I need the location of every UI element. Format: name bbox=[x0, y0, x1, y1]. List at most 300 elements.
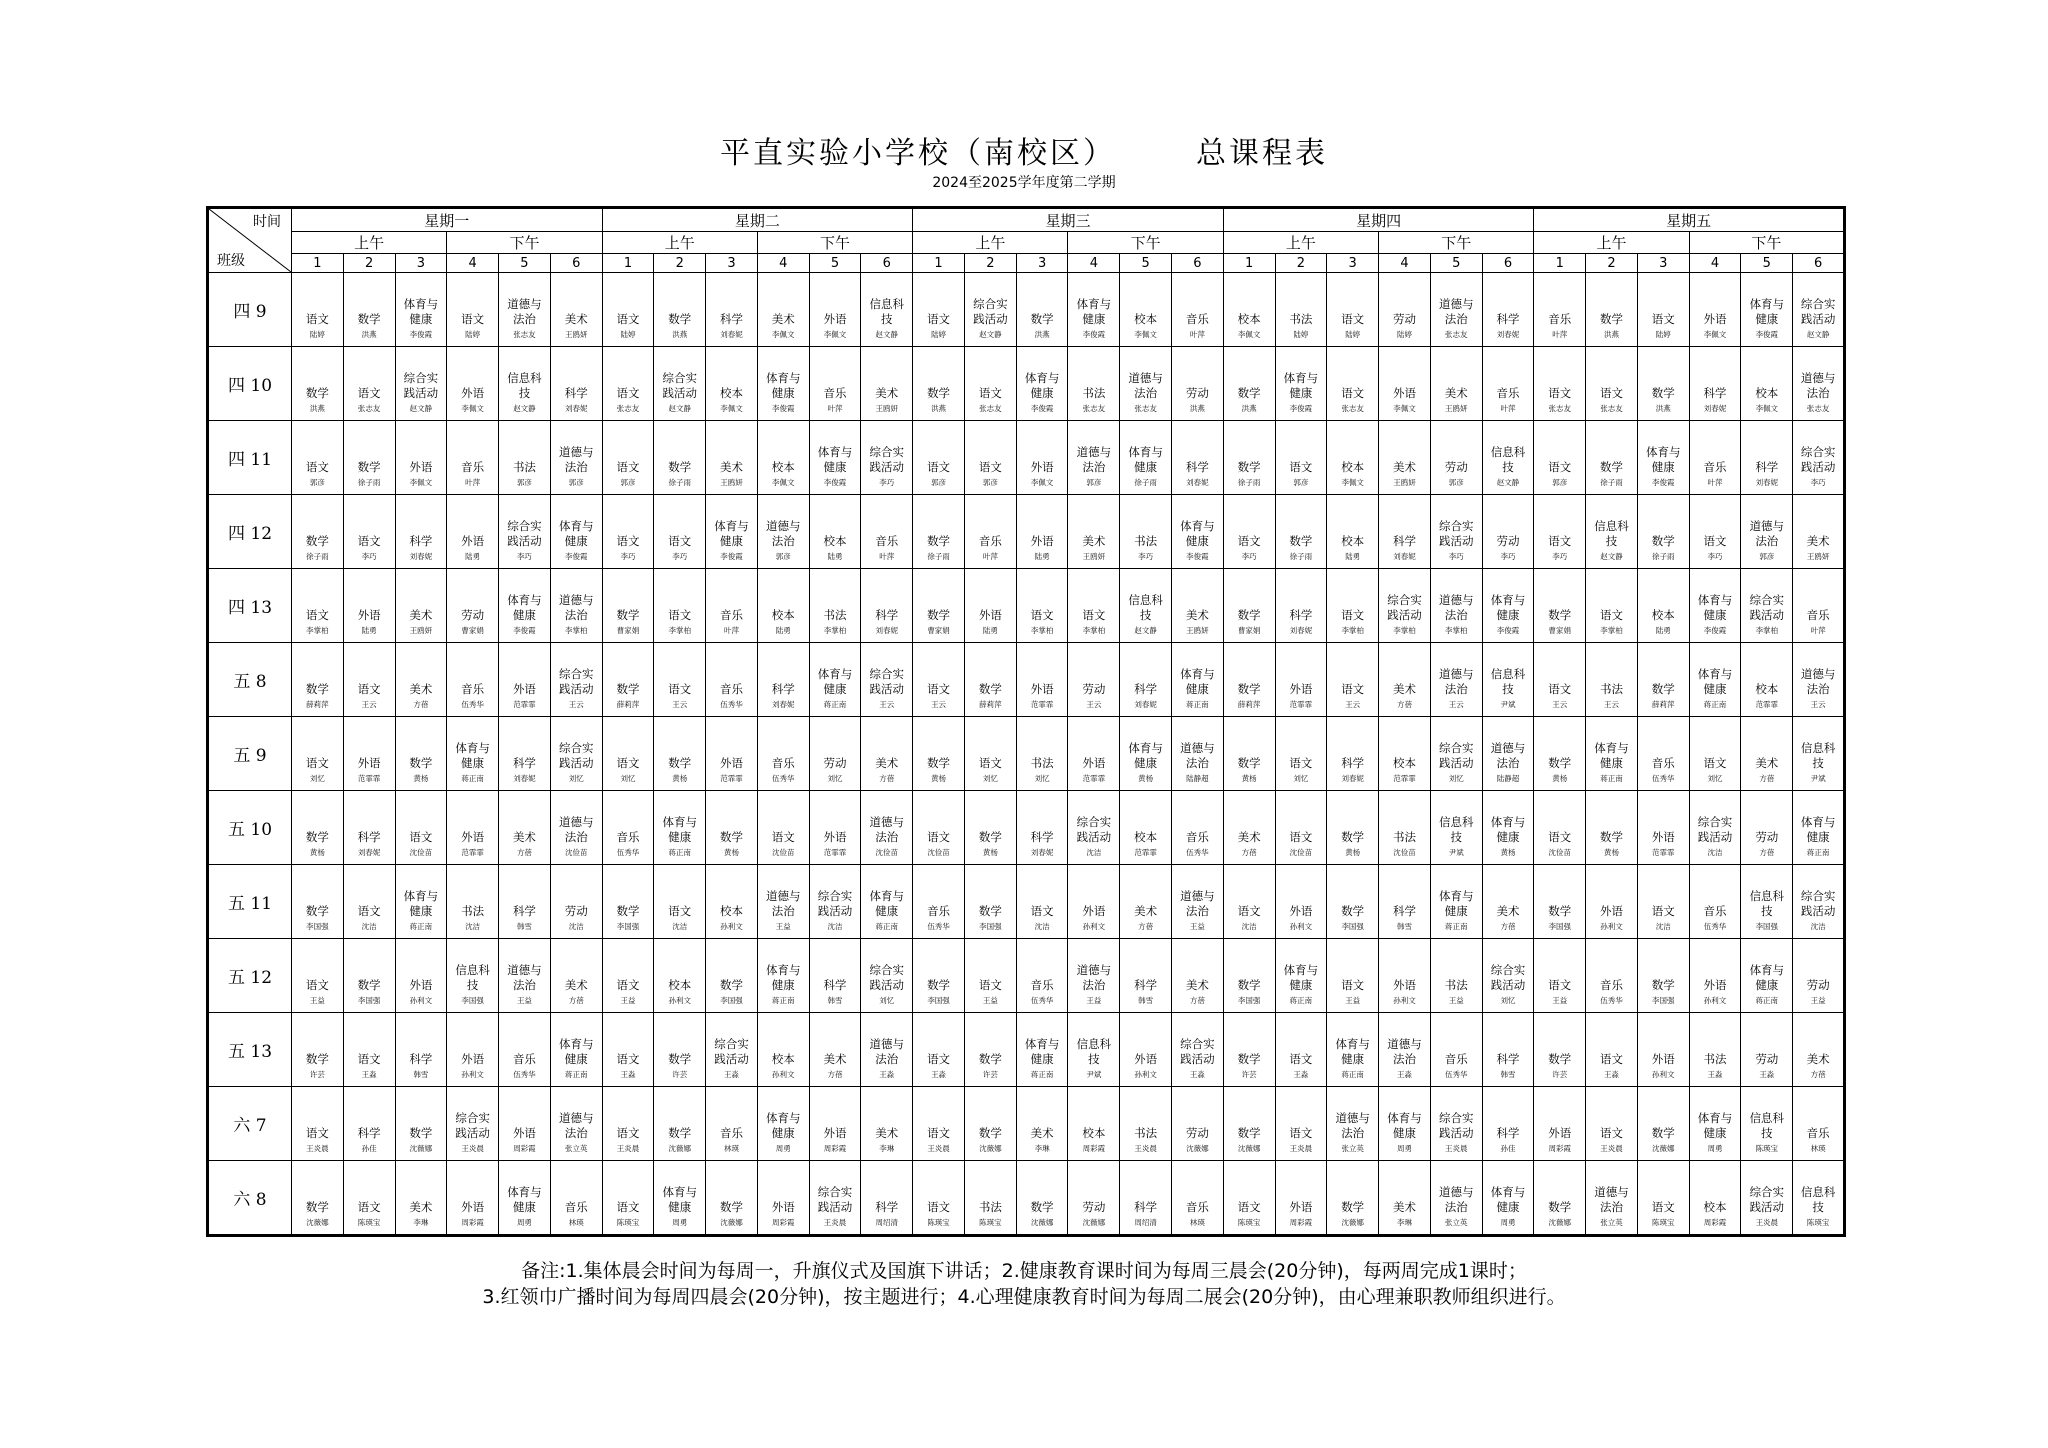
subject: 美术 bbox=[409, 681, 433, 696]
subject: 音乐 bbox=[875, 533, 899, 548]
lesson-cell bbox=[1120, 273, 1172, 347]
teacher: 王炎晨 bbox=[1289, 1144, 1313, 1153]
period-number: 3 bbox=[1016, 254, 1068, 273]
day-header: 星期四 bbox=[1223, 208, 1534, 232]
subject: 数学 bbox=[305, 1199, 329, 1214]
subject: 语文 bbox=[927, 681, 951, 696]
lesson-cell bbox=[1689, 939, 1741, 1013]
teacher: 黄杨 bbox=[413, 774, 429, 783]
lesson-cell bbox=[1689, 1013, 1741, 1087]
subject: 综合实践活动 bbox=[403, 371, 439, 400]
lesson-cell bbox=[1016, 421, 1068, 495]
period-number: 5 bbox=[809, 254, 861, 273]
lesson-cell bbox=[550, 569, 602, 643]
lesson-cell bbox=[1120, 643, 1172, 717]
lesson-cell bbox=[499, 717, 551, 791]
period-number: 3 bbox=[706, 254, 758, 273]
lesson-cell bbox=[757, 421, 809, 495]
teacher: 郭彦 bbox=[516, 478, 532, 487]
teacher: 沈薇娜 bbox=[1341, 1218, 1364, 1227]
subject: 科学 bbox=[1134, 977, 1158, 992]
subject: 道德与法治 bbox=[558, 1111, 594, 1140]
subject: 体育与健康 bbox=[558, 1037, 594, 1066]
subject: 劳动 bbox=[1185, 1125, 1209, 1140]
subject: 道德与法治 bbox=[1076, 963, 1112, 992]
subject: 劳动 bbox=[823, 755, 847, 770]
lesson-cell bbox=[1275, 791, 1327, 865]
teacher: 李巧 bbox=[672, 552, 688, 561]
teacher: 李俊霞 bbox=[409, 330, 433, 339]
teacher: 王炎晨 bbox=[461, 1144, 484, 1153]
subject: 体育与健康 bbox=[869, 889, 905, 918]
lesson-cell bbox=[861, 273, 913, 347]
subject: 体育与健康 bbox=[1749, 297, 1785, 326]
lesson-cell bbox=[1275, 273, 1327, 347]
teacher: 沈俭苗 bbox=[564, 848, 588, 857]
teacher: 王云 bbox=[568, 700, 584, 709]
teacher: 李国强 bbox=[1341, 922, 1364, 931]
teacher: 李国强 bbox=[927, 996, 950, 1005]
subject: 美术 bbox=[1237, 829, 1261, 844]
teacher: 王鸥妍 bbox=[564, 330, 588, 339]
lesson-cell bbox=[395, 643, 447, 717]
teacher: 李佩文 bbox=[1703, 330, 1727, 339]
lesson-cell bbox=[1741, 865, 1793, 939]
teacher: 刘忆 bbox=[620, 774, 636, 783]
subject: 科学 bbox=[1134, 681, 1158, 696]
subject: 数学 bbox=[1600, 311, 1624, 326]
teacher: 刘春妮 bbox=[1289, 626, 1313, 635]
subject: 音乐 bbox=[771, 755, 795, 770]
teacher: 沈薇娜 bbox=[668, 1144, 691, 1153]
teacher: 李俊霞 bbox=[513, 626, 536, 635]
subject: 书法 bbox=[823, 607, 847, 622]
teacher: 刘春妮 bbox=[564, 404, 588, 413]
lesson-cell bbox=[1016, 643, 1068, 717]
teacher: 李佩文 bbox=[1030, 478, 1054, 487]
teacher: 李巧 bbox=[1810, 478, 1826, 487]
subject: 数学 bbox=[668, 459, 692, 474]
teacher: 王淼 bbox=[1759, 1070, 1775, 1079]
teacher: 孙利文 bbox=[1134, 1070, 1157, 1079]
teacher: 王淼 bbox=[879, 1070, 895, 1079]
teacher: 刘春妮 bbox=[1755, 478, 1779, 487]
subject: 语文 bbox=[1082, 607, 1106, 622]
lesson-cell bbox=[1172, 865, 1224, 939]
lesson-cell bbox=[292, 791, 344, 865]
subject: 书法 bbox=[978, 1199, 1002, 1214]
subject: 音乐 bbox=[1185, 311, 1209, 326]
subject: 体育与健康 bbox=[1594, 741, 1629, 770]
lesson-cell bbox=[809, 495, 861, 569]
teacher: 张志友 bbox=[979, 404, 1002, 413]
teacher: 李佩文 bbox=[1393, 404, 1416, 413]
subject: 外语 bbox=[461, 829, 485, 844]
subject: 书法 bbox=[1600, 681, 1624, 696]
lesson-cell bbox=[1534, 643, 1586, 717]
period-number: 1 bbox=[292, 254, 344, 273]
subject: 语文 bbox=[1600, 1051, 1624, 1066]
subject: 数学 bbox=[978, 1125, 1002, 1140]
class-row bbox=[208, 1087, 1845, 1161]
teacher: 尹斌 bbox=[1500, 700, 1516, 709]
teacher: 曹家娟 bbox=[616, 626, 640, 635]
teacher: 李俊霞 bbox=[823, 478, 847, 487]
subject: 数学 bbox=[1600, 459, 1624, 474]
lesson-cell bbox=[1120, 717, 1172, 791]
subject: 音乐 bbox=[823, 385, 847, 400]
teacher: 郭彦 bbox=[568, 478, 584, 487]
subject: 数学 bbox=[305, 1051, 329, 1066]
teacher: 洪燕 bbox=[1034, 330, 1050, 339]
teacher: 李巧 bbox=[1552, 552, 1568, 561]
subject: 语文 bbox=[1548, 681, 1572, 696]
teacher: 林瑛 bbox=[724, 1144, 739, 1153]
teacher: 孙利文 bbox=[720, 922, 743, 931]
lesson-cell bbox=[1120, 1161, 1172, 1236]
lesson-cell bbox=[1793, 791, 1845, 865]
lesson-cell bbox=[550, 273, 602, 347]
lesson-cell bbox=[292, 495, 344, 569]
teacher: 林瑛 bbox=[1189, 1218, 1205, 1227]
teacher: 尹斌 bbox=[1810, 774, 1826, 783]
teacher: 刘忆 bbox=[982, 774, 998, 783]
lesson-cell bbox=[757, 791, 809, 865]
subject: 综合实践活动 bbox=[507, 519, 542, 548]
subject: 科学 bbox=[409, 533, 433, 548]
subject: 体育与健康 bbox=[1800, 815, 1836, 844]
lesson-cell bbox=[1430, 421, 1482, 495]
period-number: 5 bbox=[1430, 254, 1482, 273]
subject: 音乐 bbox=[1600, 977, 1624, 992]
subject: 数学 bbox=[1030, 1199, 1054, 1214]
subject: 科学 bbox=[1392, 903, 1416, 918]
teacher: 刘春妮 bbox=[1134, 700, 1157, 709]
half-day-header: 下午 bbox=[447, 232, 602, 254]
lesson-cell bbox=[343, 421, 395, 495]
subject: 外语 bbox=[461, 1051, 485, 1066]
lesson-cell bbox=[499, 791, 551, 865]
teacher: 陆婷 bbox=[1345, 330, 1361, 339]
lesson-cell bbox=[654, 569, 706, 643]
subject: 道德与法治 bbox=[869, 815, 905, 844]
subject: 外语 bbox=[720, 755, 743, 770]
subject: 综合实践活动 bbox=[817, 1185, 853, 1214]
lesson-cell bbox=[913, 569, 965, 643]
lesson-cell bbox=[809, 791, 861, 865]
lesson-cell bbox=[654, 273, 706, 347]
lesson-cell bbox=[602, 495, 654, 569]
subject: 数学 bbox=[927, 533, 951, 548]
subject: 语文 bbox=[1548, 977, 1572, 992]
subject: 科学 bbox=[512, 755, 536, 770]
subject: 体育与健康 bbox=[1646, 445, 1681, 474]
teacher: 沈洁 bbox=[1707, 848, 1723, 857]
subject: 综合实践活动 bbox=[1387, 593, 1422, 622]
subject: 外语 bbox=[409, 459, 433, 474]
teacher: 刘忆 bbox=[1500, 996, 1516, 1005]
lesson-cell bbox=[1327, 1087, 1379, 1161]
lesson-cell bbox=[861, 865, 913, 939]
lesson-cell bbox=[654, 791, 706, 865]
subject: 科学 bbox=[823, 977, 847, 992]
subject: 书法 bbox=[512, 459, 536, 474]
teacher: 方蓓 bbox=[1138, 922, 1154, 931]
subject: 校本 bbox=[720, 385, 743, 400]
teacher: 许芸 bbox=[1241, 1070, 1257, 1079]
teacher: 赵文静 bbox=[409, 404, 433, 413]
subject: 语文 bbox=[357, 533, 381, 548]
subject: 体育与健康 bbox=[1697, 593, 1733, 622]
subject: 语文 bbox=[1237, 1199, 1261, 1214]
lesson-cell bbox=[809, 1161, 861, 1236]
lesson-cell bbox=[1689, 569, 1741, 643]
subject: 校本 bbox=[1237, 311, 1261, 326]
lesson-cell bbox=[292, 865, 344, 939]
teacher: 方蓓 bbox=[568, 996, 584, 1005]
subject: 外语 bbox=[1392, 977, 1416, 992]
teacher: 王淼 bbox=[724, 1070, 739, 1079]
lesson-cell bbox=[964, 569, 1016, 643]
subject: 语文 bbox=[1600, 607, 1624, 622]
teacher: 韩雪 bbox=[516, 922, 532, 931]
teacher: 李巧 bbox=[1448, 552, 1464, 561]
teacher: 洪燕 bbox=[1604, 330, 1620, 339]
subject: 体育与健康 bbox=[1283, 371, 1319, 400]
lesson-cell bbox=[1793, 643, 1845, 717]
teacher: 孙佳 bbox=[361, 1144, 377, 1153]
subject: 外语 bbox=[1651, 1051, 1675, 1066]
subject: 音乐 bbox=[1548, 311, 1572, 326]
subject: 音乐 bbox=[1185, 829, 1209, 844]
subject: 语文 bbox=[927, 311, 951, 326]
subject: 音乐 bbox=[927, 903, 951, 918]
subject: 科学 bbox=[1289, 607, 1313, 622]
subject: 数学 bbox=[357, 311, 381, 326]
semester-subtitle: 2024至2025学年度第二学期 bbox=[932, 175, 1116, 191]
lesson-cell bbox=[861, 347, 913, 421]
lesson-cell bbox=[964, 421, 1016, 495]
teacher: 张志友 bbox=[1082, 404, 1106, 413]
subject: 语文 bbox=[616, 533, 640, 548]
teacher: 张志友 bbox=[1548, 404, 1571, 413]
subject: 道德与法治 bbox=[1180, 889, 1215, 918]
lesson-cell bbox=[1482, 643, 1534, 717]
teacher: 赵文静 bbox=[1806, 330, 1830, 339]
teacher: 许芸 bbox=[982, 1070, 998, 1079]
teacher: 伍秀华 bbox=[1600, 996, 1623, 1005]
teacher: 王淼 bbox=[1604, 1070, 1620, 1079]
lesson-cell bbox=[343, 865, 395, 939]
lesson-cell bbox=[1637, 1087, 1689, 1161]
subject: 语文 bbox=[668, 681, 692, 696]
subject: 校本 bbox=[771, 1051, 795, 1066]
teacher: 沈俭苗 bbox=[1289, 848, 1313, 857]
lesson-cell bbox=[395, 569, 447, 643]
lesson-cell bbox=[1223, 717, 1275, 791]
subject: 语文 bbox=[1548, 829, 1572, 844]
subject: 信息科技 bbox=[1749, 889, 1785, 918]
schedule-table bbox=[206, 206, 1846, 1237]
lesson-cell bbox=[1379, 791, 1431, 865]
lesson-cell bbox=[809, 347, 861, 421]
teacher: 沈薇娜 bbox=[1030, 1218, 1054, 1227]
subject: 美术 bbox=[1185, 607, 1209, 622]
subject: 语文 bbox=[1548, 459, 1572, 474]
lesson-cell bbox=[1430, 1087, 1482, 1161]
subject: 音乐 bbox=[1806, 607, 1830, 622]
lesson-cell bbox=[654, 1161, 706, 1236]
class-row bbox=[208, 347, 1845, 421]
subject: 校本 bbox=[1082, 1125, 1106, 1140]
lesson-cell bbox=[1793, 1161, 1845, 1236]
period-number: 1 bbox=[602, 254, 654, 273]
teacher: 蒋正南 bbox=[1444, 922, 1468, 931]
subject: 语文 bbox=[1289, 755, 1313, 770]
teacher: 黄杨 bbox=[982, 848, 998, 857]
teacher: 李巧 bbox=[1138, 552, 1154, 561]
lesson-cell bbox=[1068, 347, 1120, 421]
subject: 综合实践活动 bbox=[1749, 593, 1785, 622]
teacher: 刘忆 bbox=[827, 774, 843, 783]
half-day-header: 上午 bbox=[913, 232, 1068, 254]
lesson-cell bbox=[1637, 1013, 1689, 1087]
subject: 外语 bbox=[461, 385, 485, 400]
subject: 数学 bbox=[409, 1125, 433, 1140]
subject: 语文 bbox=[1341, 385, 1365, 400]
lesson-cell bbox=[1637, 791, 1689, 865]
subject: 语文 bbox=[616, 755, 640, 770]
subject: 数学 bbox=[668, 1125, 692, 1140]
lesson-cell bbox=[1068, 495, 1120, 569]
subject: 科学 bbox=[1134, 1199, 1158, 1214]
teacher: 王云 bbox=[1086, 700, 1102, 709]
lesson-cell bbox=[1637, 569, 1689, 643]
teacher: 沈薇娜 bbox=[1186, 1144, 1209, 1153]
subject: 数学 bbox=[616, 607, 640, 622]
lesson-cell bbox=[1223, 1161, 1275, 1236]
subject: 校本 bbox=[771, 607, 795, 622]
teacher: 王炎晨 bbox=[1600, 1144, 1623, 1153]
lesson-cell bbox=[1637, 1161, 1689, 1236]
lesson-cell bbox=[809, 939, 861, 1013]
lesson-cell bbox=[706, 347, 758, 421]
teacher: 尹斌 bbox=[1086, 1070, 1102, 1079]
lesson-cell bbox=[602, 1013, 654, 1087]
lesson-cell bbox=[706, 1087, 758, 1161]
teacher: 李国强 bbox=[1548, 922, 1571, 931]
teacher: 许芸 bbox=[309, 1070, 325, 1079]
lesson-cell bbox=[1120, 495, 1172, 569]
teacher: 黄杨 bbox=[1604, 848, 1620, 857]
subject: 综合实践活动 bbox=[1438, 1111, 1474, 1140]
teacher: 李佩文 bbox=[1755, 404, 1779, 413]
class-name: 四 13 bbox=[208, 569, 292, 643]
subject: 数学 bbox=[1237, 755, 1261, 770]
teacher: 沈洁 bbox=[1241, 922, 1257, 931]
teacher: 徐子雨 bbox=[1289, 552, 1313, 561]
lesson-cell bbox=[1741, 421, 1793, 495]
subject: 数学 bbox=[305, 385, 329, 400]
subject: 体育与健康 bbox=[1490, 815, 1526, 844]
subject: 外语 bbox=[1082, 755, 1106, 770]
lesson-cell bbox=[1327, 273, 1379, 347]
lesson-cell bbox=[706, 273, 758, 347]
subject: 数学 bbox=[1237, 681, 1261, 696]
teacher: 李佩文 bbox=[1134, 330, 1157, 339]
teacher: 王益 bbox=[1448, 996, 1464, 1005]
teacher: 沈薇娜 bbox=[1237, 1144, 1261, 1153]
subject: 劳动 bbox=[1392, 311, 1416, 326]
subject: 信息科技 bbox=[1076, 1037, 1112, 1066]
teacher: 李俊霞 bbox=[1186, 552, 1209, 561]
teacher: 周勇 bbox=[1707, 1144, 1723, 1153]
lesson-cell bbox=[602, 1161, 654, 1236]
lesson-cell bbox=[964, 865, 1016, 939]
lesson-cell bbox=[964, 1013, 1016, 1087]
period-number: 3 bbox=[1327, 254, 1379, 273]
subject: 外语 bbox=[823, 829, 847, 844]
subject: 语文 bbox=[978, 977, 1002, 992]
lesson-cell bbox=[1741, 347, 1793, 421]
subject: 科学 bbox=[1496, 1051, 1520, 1066]
subject: 语文 bbox=[978, 755, 1002, 770]
lesson-cell bbox=[395, 939, 447, 1013]
lesson-cell bbox=[1482, 495, 1534, 569]
teacher: 叶萍 bbox=[827, 404, 843, 413]
teacher: 郭彦 bbox=[1086, 478, 1102, 487]
teacher: 韩雪 bbox=[1500, 1070, 1516, 1079]
teacher: 陆婷 bbox=[1655, 330, 1671, 339]
lesson-cell bbox=[706, 569, 758, 643]
subject: 道德与法治 bbox=[766, 889, 801, 918]
lesson-cell bbox=[1586, 939, 1638, 1013]
teacher: 伍秀华 bbox=[1444, 1070, 1468, 1079]
subject: 外语 bbox=[512, 1125, 536, 1140]
teacher: 方蓓 bbox=[1810, 1070, 1826, 1079]
subject: 数学 bbox=[978, 1051, 1002, 1066]
subject: 音乐 bbox=[461, 459, 485, 474]
lesson-cell bbox=[1275, 939, 1327, 1013]
teacher: 许芸 bbox=[672, 1070, 688, 1079]
class-name: 六 7 bbox=[208, 1087, 292, 1161]
subject: 外语 bbox=[1289, 1199, 1313, 1214]
subject: 道德与法治 bbox=[1594, 1185, 1629, 1214]
lesson-cell bbox=[1016, 717, 1068, 791]
subject: 校本 bbox=[1703, 1199, 1727, 1214]
teacher: 李俊霞 bbox=[1652, 478, 1675, 487]
subject: 体育与健康 bbox=[662, 1185, 697, 1214]
teacher: 陈瑛宝 bbox=[927, 1218, 950, 1227]
subject: 数学 bbox=[978, 903, 1002, 918]
subject: 综合实践活动 bbox=[869, 445, 905, 474]
subject: 数学 bbox=[1237, 1125, 1261, 1140]
corner-class-label: 班级 bbox=[217, 253, 245, 269]
lesson-cell bbox=[395, 1087, 447, 1161]
teacher: 伍秀华 bbox=[720, 700, 743, 709]
teacher: 沈洁 bbox=[1810, 922, 1826, 931]
subject: 体育与健康 bbox=[507, 593, 542, 622]
lesson-cell bbox=[861, 569, 913, 643]
subject: 外语 bbox=[771, 1199, 795, 1214]
subject: 道德与法治 bbox=[1749, 519, 1785, 548]
teacher: 孙利文 bbox=[1393, 996, 1416, 1005]
lesson-cell bbox=[395, 717, 447, 791]
subject: 道德与法治 bbox=[1438, 297, 1474, 326]
subject: 语文 bbox=[357, 903, 381, 918]
teacher: 王炎晨 bbox=[1134, 1144, 1157, 1153]
teacher: 赵文静 bbox=[668, 404, 691, 413]
